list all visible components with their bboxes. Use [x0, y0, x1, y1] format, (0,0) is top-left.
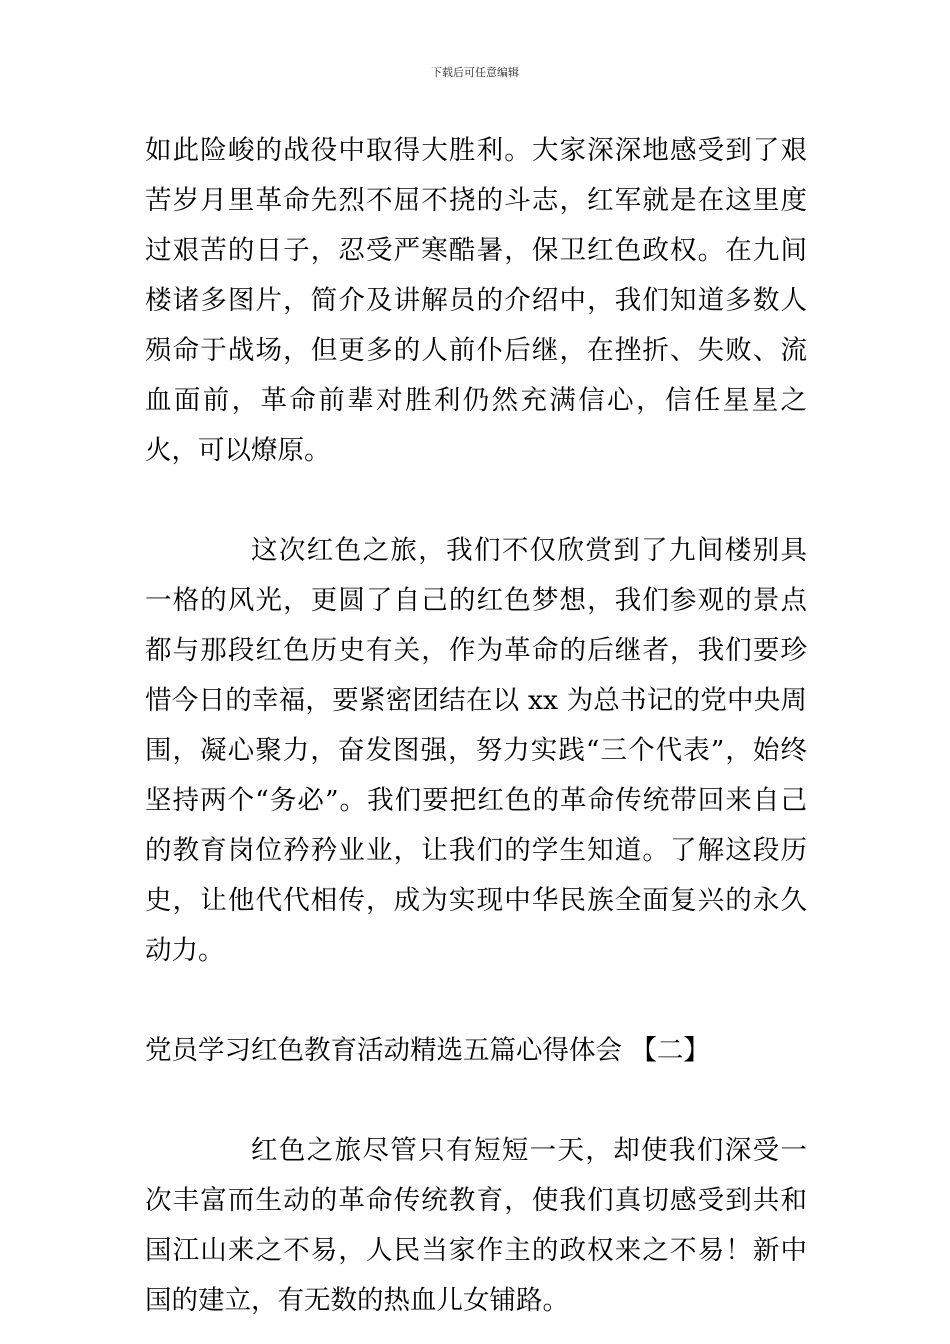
- document-body: [145, 126, 807, 1326]
- paragraph-gap: [145, 476, 807, 526]
- paragraph-gap: [145, 1076, 807, 1126]
- paragraph-2: 这次红色之旅，我们不仅欣赏到了九间楼别具一格的风光，更圆了自己的红色梦想，我们参观的景点都与那段红色历史有关，作为革命的后继者，我们要珍惜今日的幸福，要紧密团结在以 xx 为总书记的党中央周围，凝心聚力，奋发图强，努力实践“三个代表”，始终坚持两个“务必”。我们要把红色的革命传统带回来自己的教育岗位矜矜业业，让我们的学生知道。了解这段历史，让他代代相传，成为实现中华民族全面复兴的永久动力。: [145, 535, 807, 966]
- paragraph-3: 红色之旅尽管只有短短一天，却使我们深受一次丰富而生动的革命传统教育，使我们真切感受到共和国江山来之不易，人民当家作主的政权来之不易！新中国的建立，有无数的热血儿女铺路。: [145, 1135, 807, 1316]
- header-note: 下载后可任意编辑: [431, 66, 519, 79]
- paragraph-1: 如此险峻的战役中取得大胜利。大家深深地感受到了艰苦岁月里革命先烈不屈不挠的斗志，红军就是在这里度过艰苦的日子，忍受严寒酷暑，保卫红色政权。在九间楼诸多图片，简介及讲解员的介绍中，我们知道多数人殒命于战场，但更多的人前仆后继，在挫折、失败、流血面前，革命前辈对胜利仍然充满信心，信任星星之火，可以燎原。: [145, 135, 807, 466]
- section-heading: 党员学习红色教育活动精选五篇心得体会 【二】: [145, 1035, 710, 1066]
- paragraph-gap: [145, 976, 807, 1026]
